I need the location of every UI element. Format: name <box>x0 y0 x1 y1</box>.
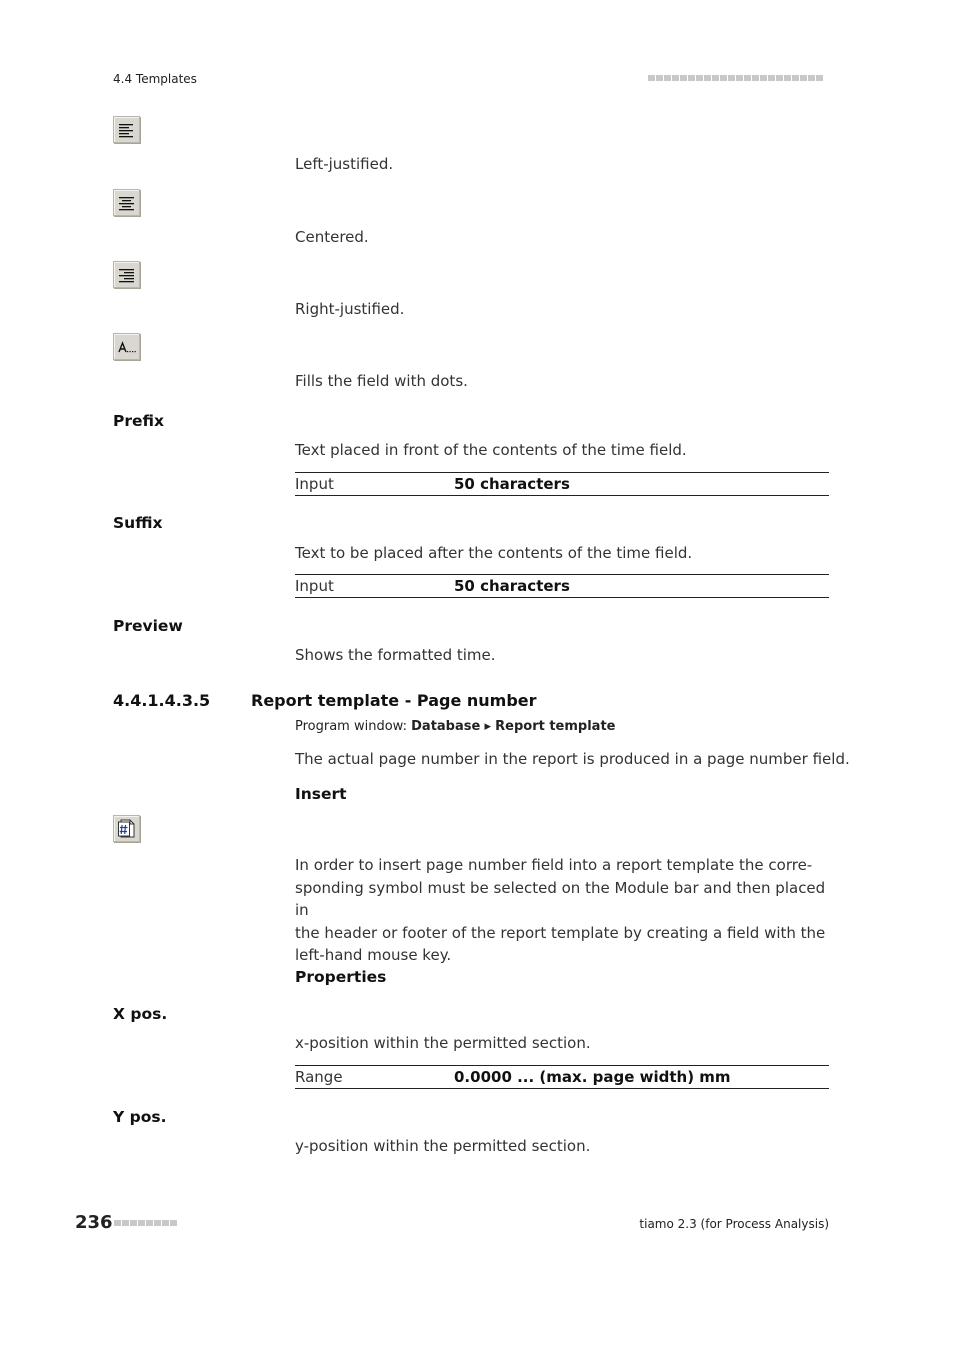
xpos-range-value: 0.0000 ... (max. page width) mm <box>454 1068 731 1086</box>
prefix-description: Text placed in front of the contents of the time field. <box>295 441 687 459</box>
xpos-range-row <box>295 1066 829 1088</box>
insert-description <box>295 854 835 967</box>
align-center-icon <box>113 189 140 216</box>
xpos-property-table <box>295 1065 829 1089</box>
preview-label: Preview <box>113 617 183 635</box>
ypos-description: y-position within the permitted section. <box>295 1137 591 1155</box>
suffix-label: Suffix <box>113 514 163 532</box>
breadcrumb-database: Database <box>411 719 481 734</box>
align-right-icon <box>113 261 140 288</box>
suffix-input-row <box>295 575 829 597</box>
suffix-input-key: Input <box>295 577 334 595</box>
page-number-field-icon <box>113 815 140 842</box>
header-decoration <box>648 75 823 81</box>
section-title: Report template - Page number <box>251 691 537 710</box>
running-header-section: 4.4 Templates <box>113 72 197 86</box>
suffix-description: Text to be placed after the contents of the time field. <box>295 544 693 562</box>
xpos-description: x-position within the permitted section. <box>295 1034 591 1052</box>
page-number: 236 <box>75 1212 113 1233</box>
prefix-input-value: 50 characters <box>454 475 570 493</box>
insert-heading: Insert <box>295 785 347 803</box>
insert-line: left-hand mouse key. <box>295 946 452 964</box>
footer-decoration <box>114 1220 177 1226</box>
properties-heading: Properties <box>295 968 387 986</box>
section-number: 4.4.1.4.3.5 <box>113 691 211 710</box>
align-center-description: Centered. <box>295 228 369 246</box>
section-intro: The actual page number in the report is produced in a page number field. <box>295 750 850 768</box>
insert-line: the header or footer of the report template by creating a field with the <box>295 923 826 942</box>
preview-description: Shows the formatted time. <box>295 646 496 664</box>
insert-line: In order to insert page number field into a report template the corre- <box>295 856 813 874</box>
suffix-property-table <box>295 574 829 598</box>
align-left-icon <box>113 116 140 143</box>
ypos-label: Y pos. <box>113 1108 167 1126</box>
breadcrumb-report-template: Report template <box>495 719 616 734</box>
prefix-label: Prefix <box>113 412 165 430</box>
prefix-property-table <box>295 472 829 496</box>
suffix-input-value: 50 characters <box>454 577 570 595</box>
align-left-description: Left-justified. <box>295 155 394 173</box>
xpos-label: X pos. <box>113 1005 168 1023</box>
footer-product: tiamo 2.3 (for Process Analysis) <box>639 1217 829 1231</box>
fill-dots-description: Fills the field with dots. <box>295 372 468 390</box>
xpos-range-key: Range <box>295 1068 343 1086</box>
breadcrumb-prefix: Program window: <box>295 719 407 734</box>
prefix-input-row <box>295 473 829 495</box>
breadcrumb-separator: ▸ <box>484 719 491 734</box>
prefix-input-key: Input <box>295 475 334 493</box>
insert-line: sponding symbol must be selected on the Module bar and then placed in <box>295 878 826 919</box>
breadcrumb <box>295 719 615 734</box>
align-right-description: Right-justified. <box>295 300 405 318</box>
fill-dots-icon <box>113 333 140 360</box>
